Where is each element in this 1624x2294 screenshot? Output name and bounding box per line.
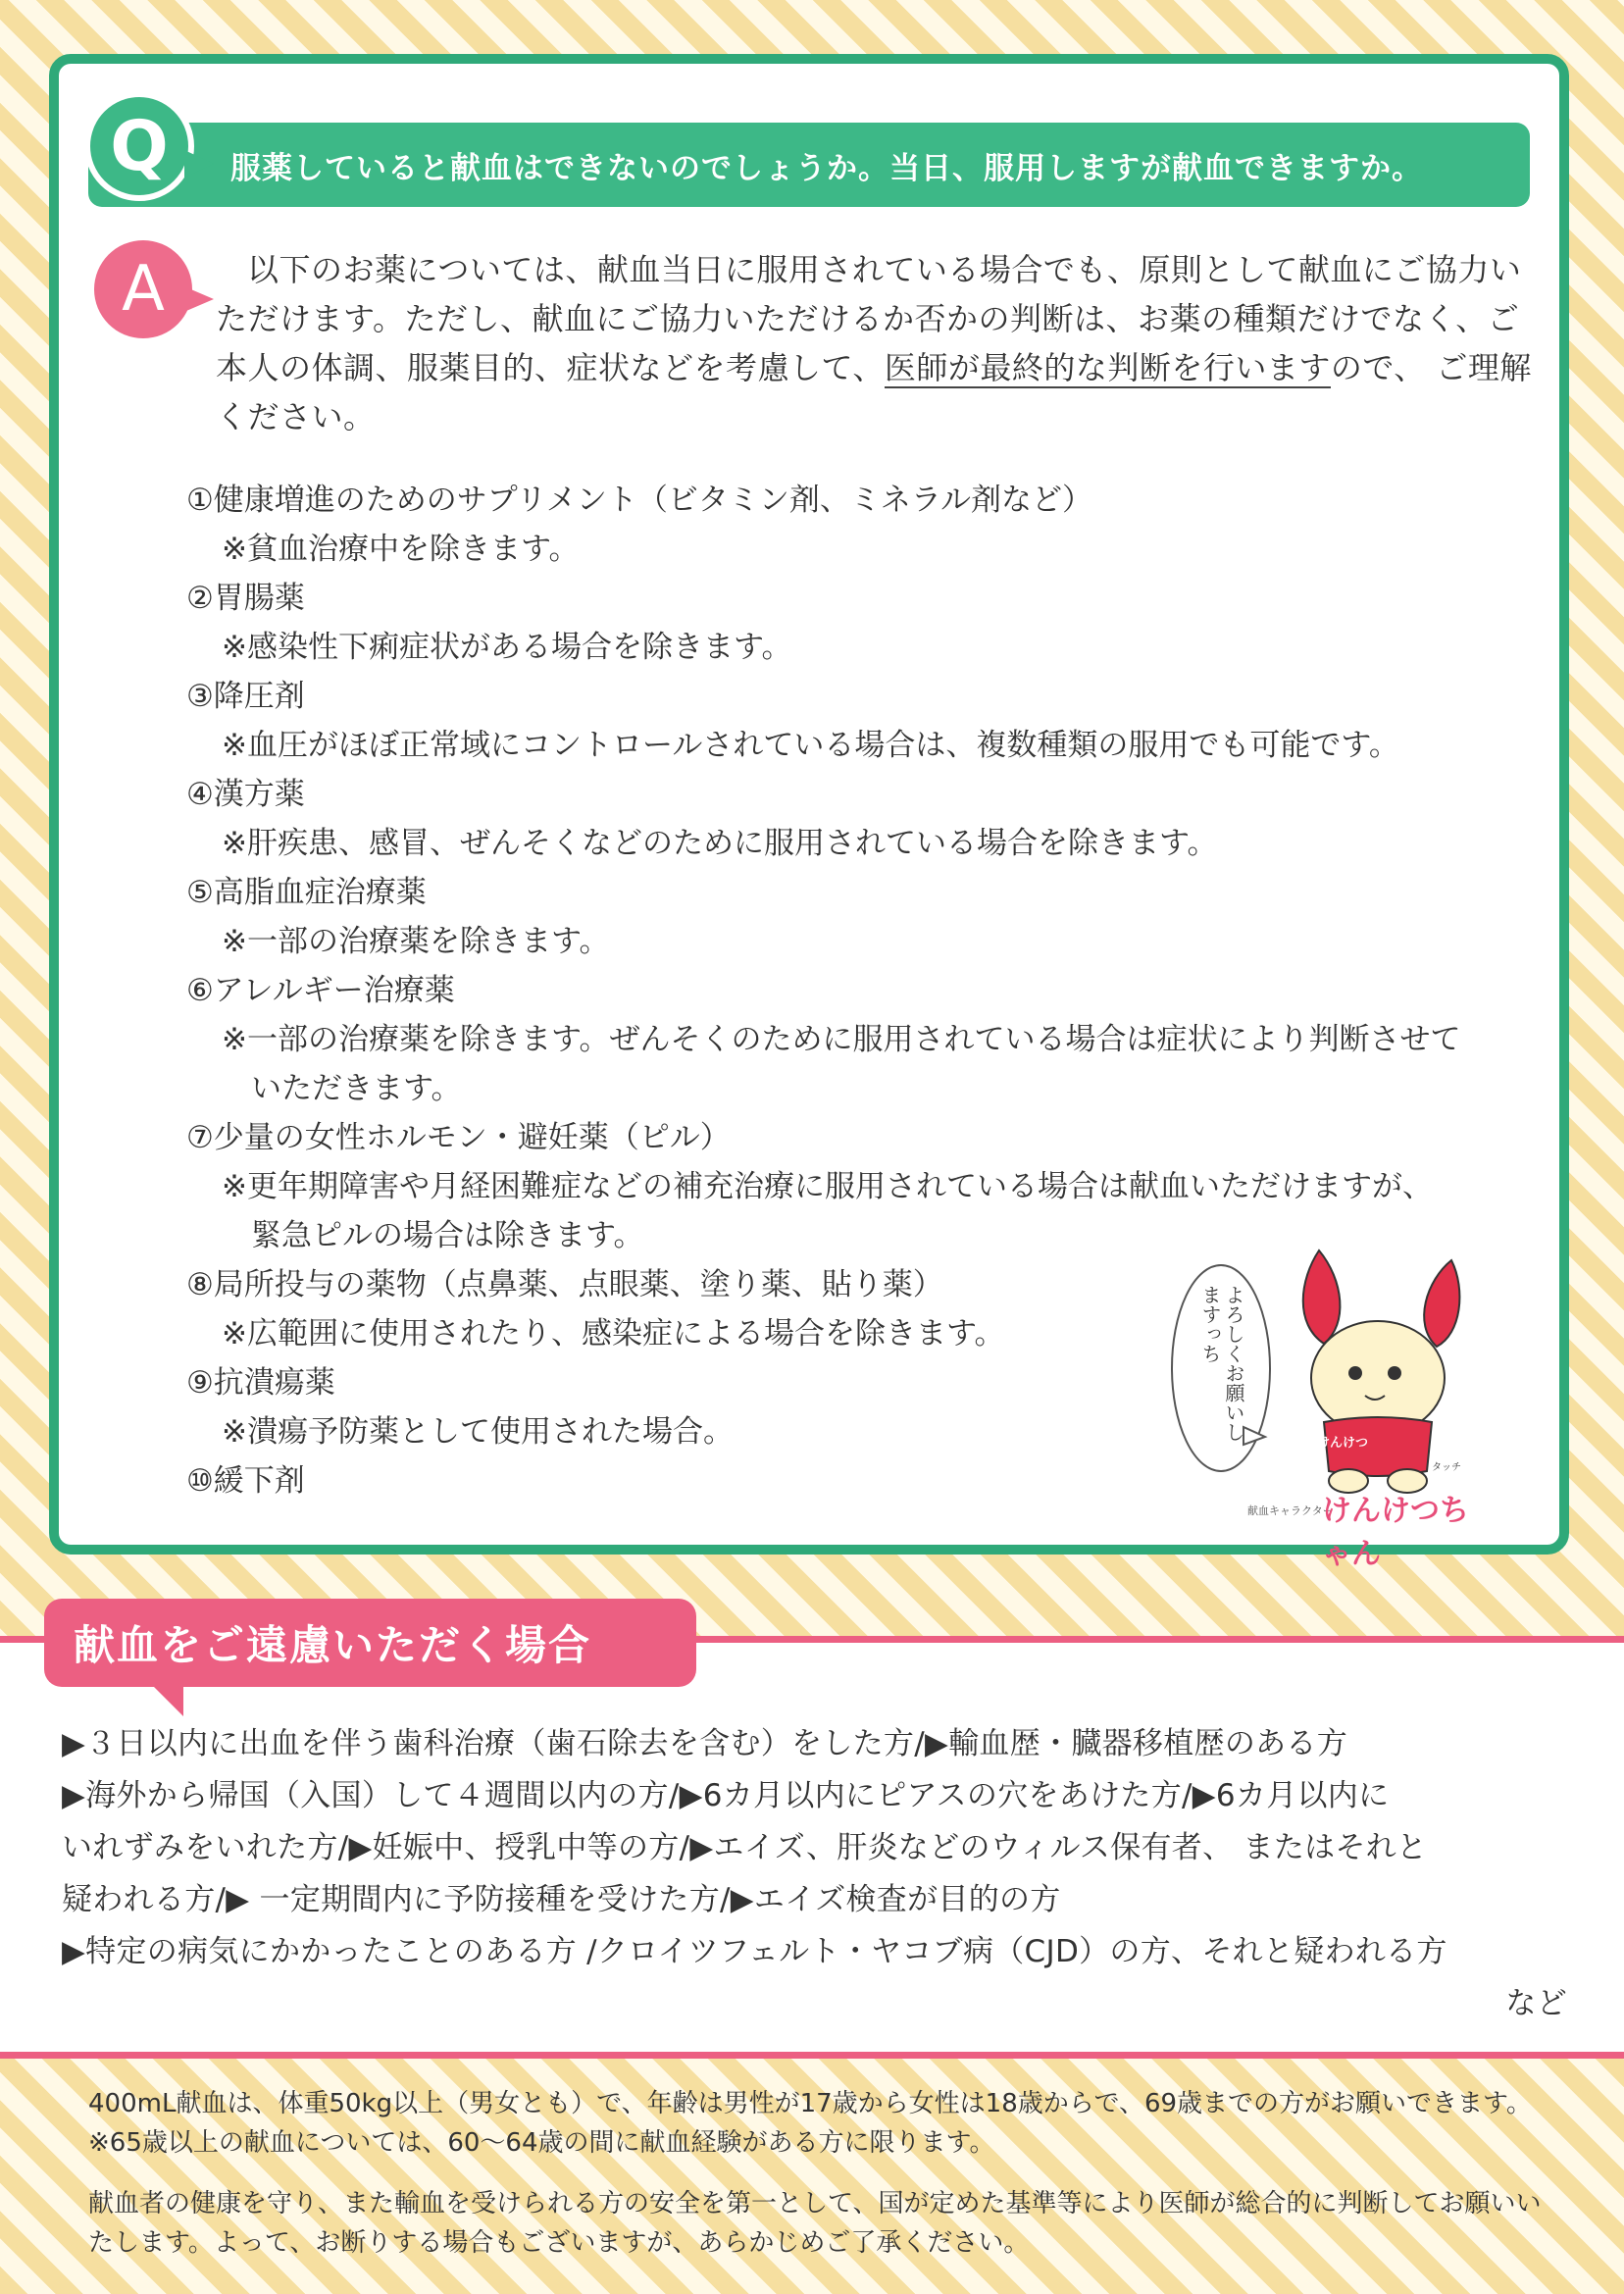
list-item: ⑧局所投与の薬物（点鼻薬、点眼薬、塗り薬、貼り薬） [186,1267,943,1302]
answer-highlight: 医師が最終的な判断を行います [884,349,1331,386]
list-item-note: ※肝疾患、感冒、ぜんそくなどのために服用されている場合を除きます。 [222,826,1218,861]
decline-heading: 献血をご遠慮いただく場合 [44,1599,696,1687]
mascot-shirt-label: けんけつ [1317,1436,1369,1451]
list-item: ⑩緩下剤 [186,1463,305,1499]
list-item-note: ※更年期障害や月経困難症などの補充治療に服用されている場合は献血いただけますが、 [222,1169,1433,1204]
list-item-note-cont: 緊急ピルの場合は除きます。 [251,1218,644,1253]
decline-line: 疑われる方/▶ 一定期間内に予防接種を受けた方/▶エイズ検査が目的の方 [62,1882,1061,1917]
footer-notes [88,2084,1559,2284]
mascot-tag: 献血キャラクター [1247,1504,1334,1517]
list-item-note: ※一部の治療薬を除きます。ぜんそくのために服用されている場合は症状により判断させて [222,1022,1461,1057]
list-item-note-cont: いただきます。 [251,1071,462,1106]
mascot-name: けんけつちゃん [1322,1494,1469,1571]
list-item-note: ※一部の治療薬を除きます。 [222,924,610,959]
list-item: ⑨抗潰瘍薬 [186,1365,335,1401]
list-item: ②胃腸薬 [186,581,305,616]
decline-trailing: など [1505,1986,1567,2021]
answer-text: 以下のお薬については、献血当日に服用されている場合でも、原則として献血にご協力いただけます。ただし、献血にご協力いただけるか否かの判断は、お薬の種類だけでなく、ご本人の体調、服薬目的、症状などを考慮して、医師が最終的な判断を行いますので、 ご理解ください。 [216,251,1532,435]
decline-list [62,1718,1567,2030]
a-icon: A [94,240,192,338]
list-item: ⑤高脂血症治療薬 [186,875,427,910]
decline-line: ▶３日以内に出血を伴う歯科治療（歯石除去を含む）をした方/▶輸血歴・臓器移植歴のある方 [62,1726,1348,1761]
list-item: ④漢方薬 [186,777,305,812]
list-item: ⑦少量の女性ホルモン・避妊薬（ピル） [186,1120,731,1155]
decline-line: ▶特定の病気にかかったことのある方 /クロイツフェルト・ヤコブ病（CJD）の方、それと疑われる方 [62,1934,1447,1969]
list-item: ③降圧剤 [186,679,305,714]
decline-line: いれずみをいれた方/▶妊娠中、授乳中等の方/▶エイズ、肝炎などのウィルス保有者、 またはそれと [62,1830,1428,1865]
list-item-note: ※貧血治療中を除きます。 [222,532,580,567]
mascot-speech: よろしくお願いしますっち [1198,1285,1245,1442]
list-item: ①健康増進のためのサプリメント（ビタミン剤、ミネラル剤など） [186,483,1092,518]
list-item-note: ※潰瘍予防薬として使用された場合。 [222,1414,734,1450]
list-item-note: ※血圧がほぼ正常域にコントロールされている場合は、複数種類の服用でも可能です。 [222,728,1399,763]
list-item-note: ※感染性下痢症状がある場合を除きます。 [222,630,792,665]
list-item: ⑥アレルギー治療薬 [186,973,455,1008]
list-item-note: ※広範囲に使用されたり、感染症による場合を除きます。 [222,1316,1005,1351]
decline-line: ▶海外から帰国（入国）して４週間以内の方/▶6カ月以内にピアスの穴をあけた方/▶6カ月以内に [62,1778,1390,1813]
q-icon: Q [84,91,194,201]
mascot-touch-label: タッチ [1432,1462,1461,1473]
divider-bottom [0,2052,1624,2059]
note-safety: 献血者の健康を守り、また輸血を受けられる方の安全を第一として、国が定めた基準等により医師が総合的に判断してお願いいたします。よって、お断りする場合もございますが、あらかじめご了承ください。 [88,2189,1542,2258]
question-text: 服薬していると献血はできないのでしょうか。当日、服用しますが献血できますか。 [230,150,1423,186]
qa-panel [49,54,1569,1571]
note-400ml: 400mL献血は、体重50kg以上（男女とも）で、年齢は男性が17歳から女性は18歳からで、69歳までの方がお願いできます。※65歳以上の献血については、60～64歳の間に献血経験がある方に限ります。 [88,2089,1532,2158]
mascot-illustration [1138,1241,1471,1571]
